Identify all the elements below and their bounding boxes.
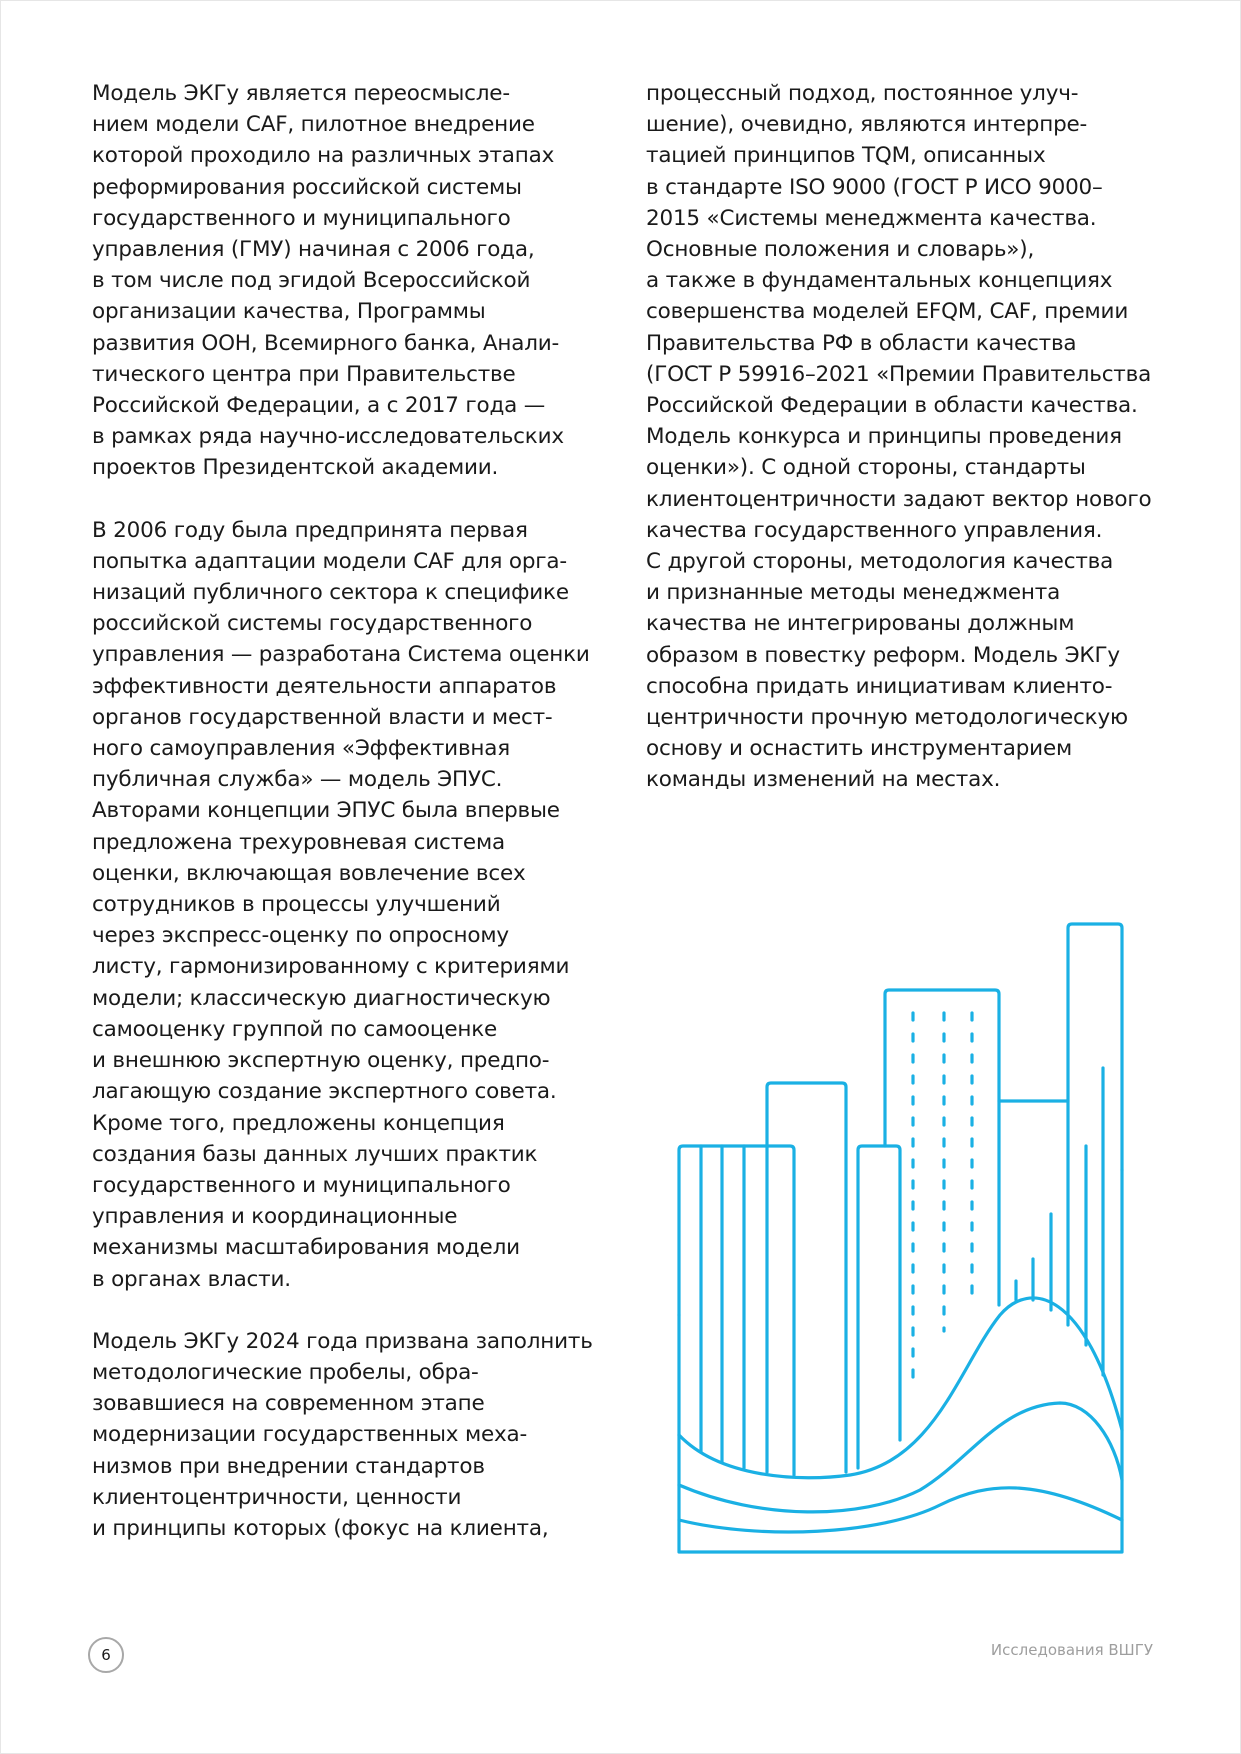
text-line: зовавшиеся на современном этапе [92,1391,485,1417]
text-line: попытка адаптации модели CAF для орга- [92,548,567,574]
text-line: самооценку группой по самооценке [92,1016,498,1042]
text-line: основу и оснастить инструментарием [646,736,1072,762]
text-line: реформирования российской системы [92,174,522,200]
text-line: эффективности деятельности аппаратов [92,673,557,699]
text-line: листу, гармонизированному с критериями [92,954,570,980]
text-line: качества государственного управления. [646,517,1103,543]
text-line: публичная служба» — модель ЭПУС. [92,767,503,793]
text-line: создания базы данных лучших практик [92,1141,538,1167]
text-line: низмов при внедрении стандартов [92,1453,485,1479]
publication-title: Исследования ВШГУ [990,1641,1153,1659]
text-line: в рамках ряда научно-исследовательских [92,424,564,450]
text-line: совершенства моделей EFQM, CAF, премии [646,299,1129,325]
text-line: российской системы государственного [92,611,533,637]
page-number [88,1637,124,1673]
text-line: образом в повестку реформ. Модель ЭКГу [646,642,1120,668]
text-line: оценки, включающая вовлечение всех [92,860,526,886]
text-line: государственного и муниципального [92,205,511,231]
paragraph-ekgu-caf [92,78,612,484]
text-line: управления и координационные [92,1204,458,1230]
text-line: оценки»). С одной стороны, стандарты [646,455,1086,481]
left-column [92,78,612,1544]
text-line: Модель ЭКГу является переосмысле- [92,81,510,106]
text-line: и принципы которых (фокус на клиента, [92,1515,549,1541]
text-line: Российской Федерации в области качества. [646,393,1138,419]
text-line: управления (ГМУ) начиная с 2006 года, [92,237,535,263]
city-skyline-illustration [670,915,1130,1565]
text-line: сотрудников в процессы улучшений [92,892,501,918]
text-line: лагающую создание экспертного совета. [92,1079,557,1105]
text-line: Модель конкурса и принципы проведения [646,424,1122,450]
right-column [646,78,1176,796]
text-line: низаций публичного сектора к специфике [92,580,569,606]
building-small [858,1146,900,1468]
text-line: качества не интегрированы должным [646,611,1075,637]
text-line: шение), очевидно, являются интерпре- [646,112,1088,138]
paragraph-ekgu-2024 [92,1326,612,1544]
text-line: процессный подход, постоянное улуч- [646,81,1079,106]
text-line: Модель ЭКГу 2024 года призвана заполнить [92,1328,593,1354]
text-line: клиентоцентричности, ценности [92,1484,462,1510]
text-line: через экспресс-оценку по опросному [92,923,509,949]
text-line: Основные положения и словарь»), [646,237,1035,263]
text-line: органов государственной власти и мест- [92,704,553,730]
paragraph-epus-2006 [92,515,612,1295]
text-line: предложена трехуровневая система [92,829,505,855]
text-line: В 2006 году была предпринята первая [92,517,528,543]
text-line: проектов Президентской академии. [92,455,499,481]
text-line: ного самоуправления «Эффективная [92,736,510,762]
building-tall [1068,924,1122,1325]
text-line: 2015 «Системы менеджмента качества. [646,205,1097,231]
text-line: С другой стороны, методология качества [646,549,1114,575]
building-second [767,1083,846,1472]
building-left [679,1146,794,1475]
text-line: в органах власти. [92,1266,291,1292]
text-line: Авторами концепции ЭПУС была впервые [92,798,560,824]
text-line: тического центра при Правительстве [92,361,516,387]
paragraph-tqm-standards [646,78,1176,796]
building-middle [885,990,999,1305]
text-line: команды изменений на местах. [646,767,1001,793]
text-line: способна придать инициативам клиенто- [646,673,1113,699]
text-line: модели; классическую диагностическую [92,985,551,1011]
text-line: клиентоцентричности задают вектор нового [646,486,1152,512]
text-line: в том числе под эгидой Всероссийской [92,268,531,294]
text-line: развития ООН, Всемирного банка, Анали- [92,330,560,356]
text-line: (ГОСТ Р 59916–2021 «Премии Правительства [646,361,1152,387]
text-line: Правительства РФ в области качества [646,330,1077,356]
text-line: Российской Федерации, а с 2017 года — [92,393,546,419]
page-number-text: 6 [101,1646,111,1664]
text-line: а также в фундаментальных концепциях [646,268,1113,294]
text-line: управления — разработана Система оценки [92,642,590,668]
wave-bottom [679,1488,1122,1532]
text-line: модернизации государственных меха- [92,1422,528,1448]
text-line: и признанные методы менеджмента [646,580,1061,606]
text-line: центричности прочную методологическую [646,705,1128,731]
text-line: Кроме того, предложены концепция [92,1110,505,1136]
text-line: в стандарте ISO 9000 (ГОСТ Р ИСО 9000– [646,174,1103,200]
text-line: которой проходило на различных этапах [92,143,555,169]
text-line: методологические пробелы, обра- [92,1359,479,1385]
text-line: государственного и муниципального [92,1172,511,1198]
text-line: механизмы масштабирования модели [92,1235,520,1261]
text-line: организации качества, Программы [92,299,486,325]
text-line: нием модели CAF, пилотное внедрение [92,112,535,138]
text-line: и внешнюю экспертную оценку, предпо- [92,1048,550,1074]
text-line: тацией принципов TQM, описанных [646,143,1046,169]
